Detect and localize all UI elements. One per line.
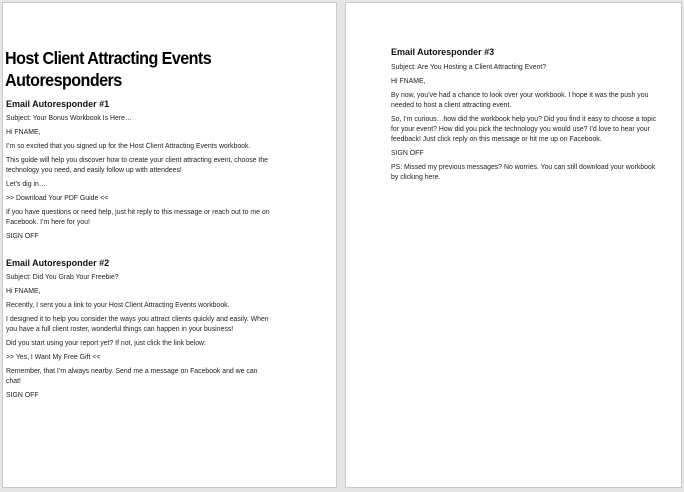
- document-page-right: [345, 2, 682, 488]
- email-3-paragraph-1-line-1: By now, you’ve had a chance to look over your workbook. I hope it was the push you: [391, 92, 649, 99]
- email-2-signoff: SIGN OFF: [6, 392, 39, 399]
- email-1-paragraph-4-line-1: If you have questions or need help, just hit reply to this message or reach out to me on: [6, 209, 270, 216]
- document-title-line-1: Host Client Attracting Events: [5, 48, 212, 68]
- document-title: [5, 47, 299, 91]
- email-1-subject: Subject: Your Bonus Workbook Is Here…: [6, 115, 132, 122]
- email-2-paragraph-3: Did you start using your report yet? If not, just click the link below:: [6, 340, 206, 347]
- email-1-paragraph-4-line-2: Facebook. I’m here for you!: [6, 219, 90, 226]
- email-2-gift-link: >> Yes, I Want My Free Gift <<: [6, 354, 101, 361]
- email-2-paragraph-4-line-2: chat!: [6, 378, 21, 385]
- email-3-ps-line-1: PS: Missed my previous messages? No worries. You can still download your workbook: [391, 164, 656, 171]
- email-1-paragraph-1: I’m so excited that you signed up for the Host Client Attracting Events workbook.: [6, 143, 251, 150]
- email-3-ps-line-2: by clicking here.: [391, 174, 441, 181]
- email-1-download-link: >> Download Your PDF Guide <<: [6, 195, 109, 202]
- document-page-left: [2, 2, 337, 488]
- email-3-greeting: Hi FNAME,: [391, 78, 426, 85]
- email-3-heading: Email Autoresponder #3: [391, 47, 495, 57]
- email-2-paragraph-1: Recently, I sent you a link to your Host Client Attracting Events workbook.: [6, 302, 230, 309]
- email-2-greeting: Hi FNAME,: [6, 288, 41, 295]
- email-3-paragraph-2-line-2: for your event? How did you pick the technology you would use? I’d love to hear your: [391, 126, 650, 133]
- email-1-paragraph-2-line-1: This guide will help you discover how to create your client attracting event, choose the: [6, 157, 268, 164]
- email-1-greeting: Hi FNAME,: [6, 129, 41, 136]
- email-2-paragraph-2-line-2: you have a full client roster, wonderful things can happen in your business!: [6, 326, 234, 333]
- email-2-subject: Subject: Did You Grab Your Freebie?: [6, 274, 119, 281]
- email-3-signoff: SIGN OFF: [391, 150, 424, 157]
- email-3-subject: Subject: Are You Hosting a Client Attracting Event?: [391, 64, 547, 71]
- email-1-paragraph-3: Let’s dig in…: [6, 181, 46, 188]
- email-3-paragraph-2-line-1: So, I’m curious…how did the workbook help you? Did you find it easy to choose a topic: [391, 116, 657, 123]
- email-3-paragraph-1-line-2: needed to host a client attracting event.: [391, 102, 512, 109]
- email-2-paragraph-2-line-1: I designed it to help you consider the ways you attract clients quickly and easily. When: [6, 316, 269, 323]
- email-1-signoff: SIGN OFF: [6, 233, 39, 240]
- email-1-heading: Email Autoresponder #1: [6, 99, 110, 109]
- document-title-line-2: Autoresponders: [5, 70, 122, 90]
- email-2-heading: Email Autoresponder #2: [6, 258, 110, 268]
- email-1-paragraph-2-line-2: technology you need, and easily follow up with attendees!: [6, 167, 182, 174]
- email-2-paragraph-4-line-1: Remember, that I’m always nearby. Send me a message on Facebook and we can: [6, 368, 258, 375]
- email-3-paragraph-2-line-3: feedback! Just click reply on this message or hit me up on Facebook.: [391, 136, 602, 143]
